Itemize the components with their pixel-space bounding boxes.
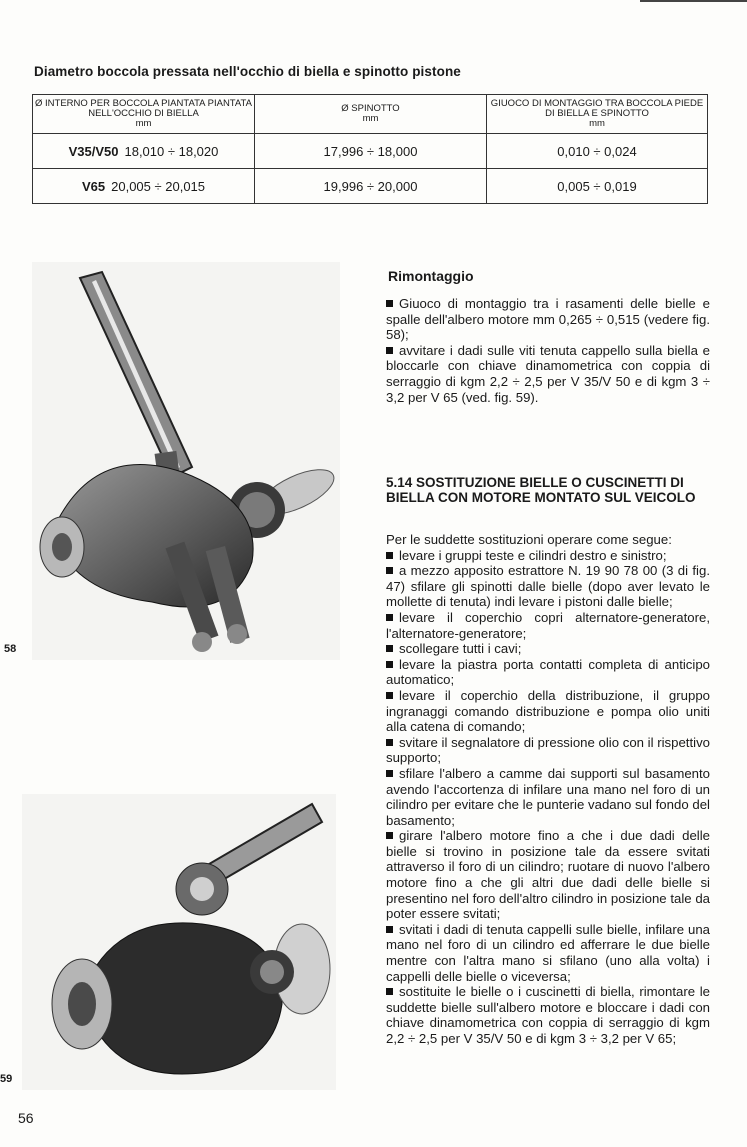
bullet-icon	[386, 770, 393, 777]
section-body	[386, 532, 710, 1047]
bullet-icon	[386, 645, 393, 652]
cell-bush	[33, 134, 255, 169]
list-item-text: sfilare l'albero a camme dai supporti sul basamento avendo l'accortenza di infilare una mano nel foro di un cilindro per evitare che le punterie vadano sul fondo del basamento;	[386, 765, 710, 828]
list-item	[386, 735, 710, 766]
cell-bush-value: 18,010 ÷ 18,020	[124, 143, 219, 159]
list-item-text: svitati i dadi di tenuta cappelli sulle bielle, infilare una mano nel foro di un cilindro ed afferrare le due bielle mentre con l'altra mano si sfilano (uno alla volta) i cappelli delle bielle o viceversa;	[386, 921, 710, 984]
header-clearance-label: GIUOCO DI MONTAGGIO TRA BOCCOLA PIEDE DI BIELLA E SPINOTTO	[490, 98, 704, 119]
table-row	[33, 134, 708, 169]
list-item-text: girare l'albero motore fino a che i due dadi delle bielle si trovino in posizione tale da essere svitati attraverso il foro di un cilindro; ruotare di nuovo l'albero motore fino a che gli altri due dadi delle bielle si presentino nel foro dell'altro cilindro in posizione tale da poter essere svitati;	[386, 828, 710, 922]
bullet-icon	[386, 552, 393, 559]
list-item-text: levare il coperchio della distribuzione, il gruppo ingranaggi comando distribuzione e pompa olio uniti alla catena di comando;	[386, 687, 710, 735]
list-item-text: svitare il segnalatore di pressione olio con il rispettivo supporto;	[386, 734, 710, 766]
cell-bush-value: 20,005 ÷ 20,015	[111, 178, 206, 194]
section-intro: Per le suddette sostituzioni operare come segue:	[386, 532, 672, 547]
bullet-icon	[386, 300, 393, 307]
list-item	[386, 641, 710, 657]
list-item	[386, 828, 710, 922]
bullet-icon	[386, 832, 393, 839]
list-item	[386, 984, 710, 1046]
list-item	[386, 657, 710, 688]
list-item-text: Giuoco di montaggio tra i rasamenti delle bielle e spalle dell'albero motore mm 0,265 ÷ 0,515 (vedere fig. 58);	[386, 296, 710, 343]
figure-59-number: 59	[0, 1073, 13, 1085]
cell-clearance: 0,005 ÷ 0,019	[487, 169, 708, 204]
bullet-icon	[386, 567, 393, 574]
list-item-text: sostituite le bielle o i cuscinetti di biella, rimontare le suddette bielle sull'albero motore e bloccare i dadi con chiave dinamometrica con coppia di serraggio di kgm 2,2 ÷ 2,5 per V 35/V 50 e di kgm 3 ÷ 3,2 per V 65;	[386, 984, 710, 1046]
crankshaft-wrench-illustration	[32, 262, 340, 660]
bullet-icon	[386, 347, 393, 354]
list-item	[386, 296, 710, 343]
list-item	[386, 688, 710, 735]
bullet-icon	[386, 739, 393, 746]
list-item-text: a mezzo apposito estrattore N. 19 90 78 00 (3 di fig. 47) sfilare gli spinotti dalle bielle (dopo aver levato le mollette di tenuta) indi levare i pistoni dalle bielle;	[386, 563, 710, 610]
spec-table	[32, 94, 708, 204]
list-item-text: avvitare i dadi sulle viti tenuta cappello sulla biella e bloccarle con chiave dinamometrica con coppia di serraggio di kgm 2,2 ÷ 2,5 per V 35/V 50 e di kgm 3 ÷ 3,2 per V 65 (ved. fig. 59).	[386, 342, 710, 405]
cell-bush	[33, 169, 255, 204]
header-pin-label: Ø SPINOTTO	[341, 103, 400, 114]
figure-58-photo	[32, 262, 340, 660]
header-bush-label: Ø INTERNO PER BOCCOLA PIANTATA PIANTATA NELL'OCCHIO DI BIELLA	[35, 98, 252, 119]
section-heading: 5.14 SOSTITUZIONE BIELLE O CUSCINETTI DI BIELLA CON MOTORE MONTATO SUL VEICOLO	[386, 475, 696, 505]
list-item	[386, 610, 710, 641]
page-number: 56	[18, 1110, 34, 1126]
list-item	[386, 548, 710, 564]
header-bush	[33, 95, 255, 134]
list-item	[386, 922, 710, 984]
list-item	[386, 766, 710, 828]
rimontaggio-heading: Rimontaggio	[388, 268, 474, 284]
table-row	[33, 169, 708, 204]
top-rule	[640, 0, 747, 2]
cell-model: V65	[81, 178, 106, 194]
list-item-text: levare la piastra porta contatti completa di anticipo automatico;	[386, 656, 710, 688]
list-item-text: levare il coperchio copri alternatore-generatore, l'alternatore-generatore;	[386, 609, 710, 641]
list-item-text: levare i gruppi teste e cilindri destro e sinistro;	[399, 547, 667, 563]
header-pin-unit: mm	[362, 113, 379, 124]
bullet-icon	[386, 692, 393, 699]
bullet-icon	[386, 614, 393, 621]
header-clearance-unit: mm	[589, 118, 605, 129]
figure-59-photo	[22, 794, 336, 1090]
header-clearance	[487, 95, 708, 134]
bullet-icon	[386, 926, 393, 933]
list-item	[386, 563, 710, 610]
list-item-text: scollegare tutti i cavi;	[399, 641, 522, 657]
figure-58-number: 58	[4, 643, 17, 655]
table-title: Diametro boccola pressata nell'occhio di biella e spinotto pistone	[34, 64, 461, 79]
rimontaggio-body	[386, 296, 710, 405]
cell-model: V35/V50	[68, 143, 119, 159]
list-item	[386, 343, 710, 405]
torque-wrench-illustration	[22, 794, 336, 1090]
bullet-icon	[386, 661, 393, 668]
header-pin	[255, 95, 487, 134]
cell-pin: 19,996 ÷ 20,000	[255, 169, 487, 204]
bullet-icon	[386, 988, 393, 995]
header-bush-unit: mm	[135, 118, 152, 129]
cell-pin: 17,996 ÷ 18,000	[255, 134, 487, 169]
cell-clearance: 0,010 ÷ 0,024	[487, 134, 708, 169]
table-header-row	[33, 95, 708, 134]
